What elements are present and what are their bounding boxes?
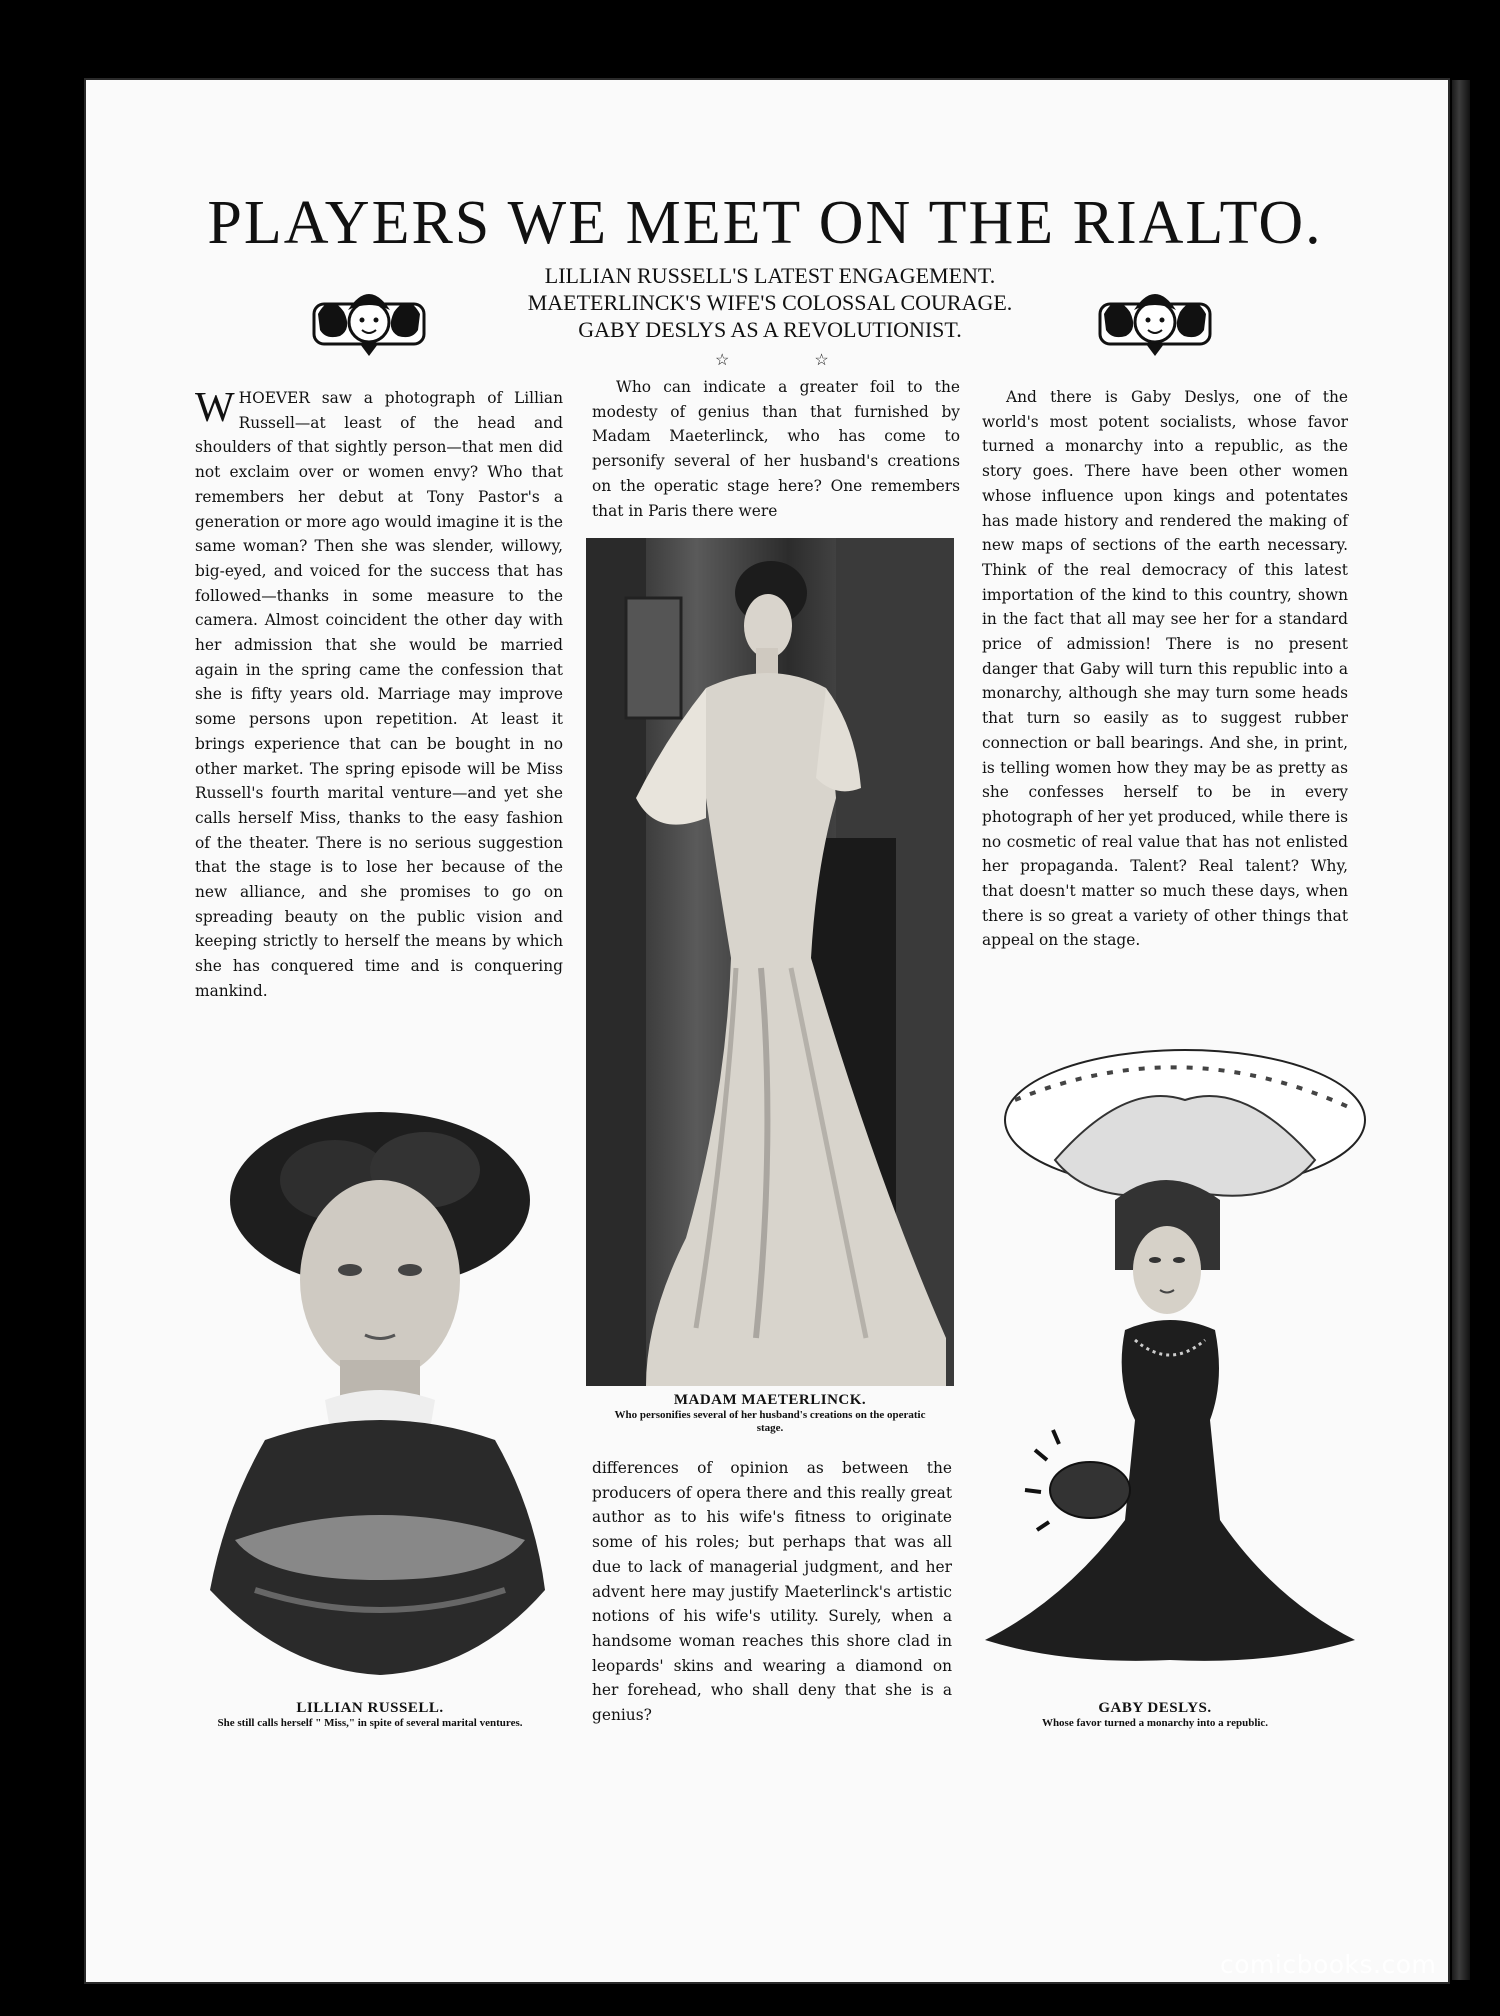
lillian-russell-portrait: [175, 1110, 565, 1690]
article-text: differences of opinion as between the producers of opera there and this really great author as to his wife's fitness to originate some of his roles; but perhaps that was all due to lack of managerial judgment, and her advent here may justify Maeterlinck's artistic notions of his wife's utility. Surely, when a handsome woman reaches this shore clad in leopards' skins and wearing a diamond on her forehead, who shall deny that she is a genius?: [592, 1459, 952, 1725]
theatre-mask-ornament-left: [310, 274, 428, 360]
caption-title: GABY DESLYS.: [1098, 1700, 1212, 1716]
caption-title: LILLIAN RUSSELL.: [296, 1700, 444, 1716]
gaby-deslys-portrait: [975, 1040, 1375, 1700]
theatre-mask-ornament-right: [1096, 274, 1214, 360]
article-column-right: [982, 385, 1348, 953]
caption-text: Whose favor turned a monarchy into a republic.: [1041, 1717, 1269, 1729]
subheading: MAETERLINCK'S WIFE'S COLOSSAL COURAGE.: [527, 290, 1013, 315]
star-divider: ☆ ☆: [715, 350, 869, 369]
caption-lillian-russell: [205, 1700, 535, 1730]
caption-title: MADAM MAETERLINCK.: [673, 1392, 867, 1408]
article-column-left: [195, 386, 563, 1004]
caption-text: She still calls herself " Miss," in spite of several marital ventures.: [217, 1717, 523, 1729]
subheadings: [470, 262, 1070, 343]
caption-gaby-deslys: [1030, 1700, 1280, 1730]
page-title: PLAYERS WE MEET ON THE RIALTO.: [207, 189, 1323, 257]
article-text: HOEVER saw a photograph of Lillian Russell—at least of the head and shoulders of that sightly person—that men did not exclaim over or women envy? Who that remembers her debut at Tony Pastor's a generation or more ago would imagine it is the same woman? Then she was slender, willowy, big-eyed, and voiced for the success that has followed—thanks in some measure to the camera. Almost coincident the other day with her admission that she would be married again in the spring came the confession that she is fifty years old. Marriage may improve some persons upon repetition. At least it brings experience that can be bought in no other market. The spring episode will be Miss Russell's fourth marital venture—and yet she calls herself Miss, thanks to the easy fashion of the theater. There is no serious suggestion that the stage is to lose her because of the new alliance, and she promises to go on spreading beauty on the public vision and keeping strictly to herself the means by which she has conquered time and is conquering mankind.: [195, 389, 563, 1000]
next-page-edge: [1452, 80, 1470, 1980]
caption-text: Who personifies several of her husband's creations on the operatic stage.: [614, 1409, 926, 1434]
article-column-middle-bottom: [592, 1456, 952, 1728]
article-text: And there is Gaby Deslys, one of the world's most potent socialists, whose favor turned a monarchy into a republic, as the story goes. There have been other women whose influence upon kings and potentates has made history and rendered the making of new maps of sections of the earth necessary. Think of the real democracy of this latest importation of the kind to this country, shown in the fact that all may see her for a standard price of admission! There is no present danger that Gaby will turn this republic into a monarchy, although she may turn some heads that turn so easily as to suggest rubber connection or ball bearings. And she, in print, is telling women how they may be as pretty as she confesses herself to be in every photograph of her yet produced, while there is no cosmetic of real value that has not enlisted her propaganda. Talent? Real talent? Why, that doesn't matter so much these days, when there is so great a variety of other things that appeal on the stage.: [982, 388, 1348, 950]
madam-maeterlinck-photo: [586, 538, 954, 1386]
site-watermark: comicbooks.com: [1220, 1950, 1437, 1979]
article-column-middle-top: [592, 375, 960, 523]
drop-cap: W: [195, 385, 235, 431]
article-text: Who can indicate a greater foil to the modesty of genius than that furnished by Madam Maeterlinck, who has come to personify several of her husband's creations on the operatic stage here? One remembers that in Paris there were: [592, 378, 960, 520]
caption-madam-maeterlinck: [600, 1392, 940, 1435]
subheading: LILLIAN RUSSELL'S LATEST ENGAGEMENT.: [544, 263, 996, 288]
subheading: GABY DESLYS AS A REVOLUTIONIST.: [578, 317, 962, 342]
